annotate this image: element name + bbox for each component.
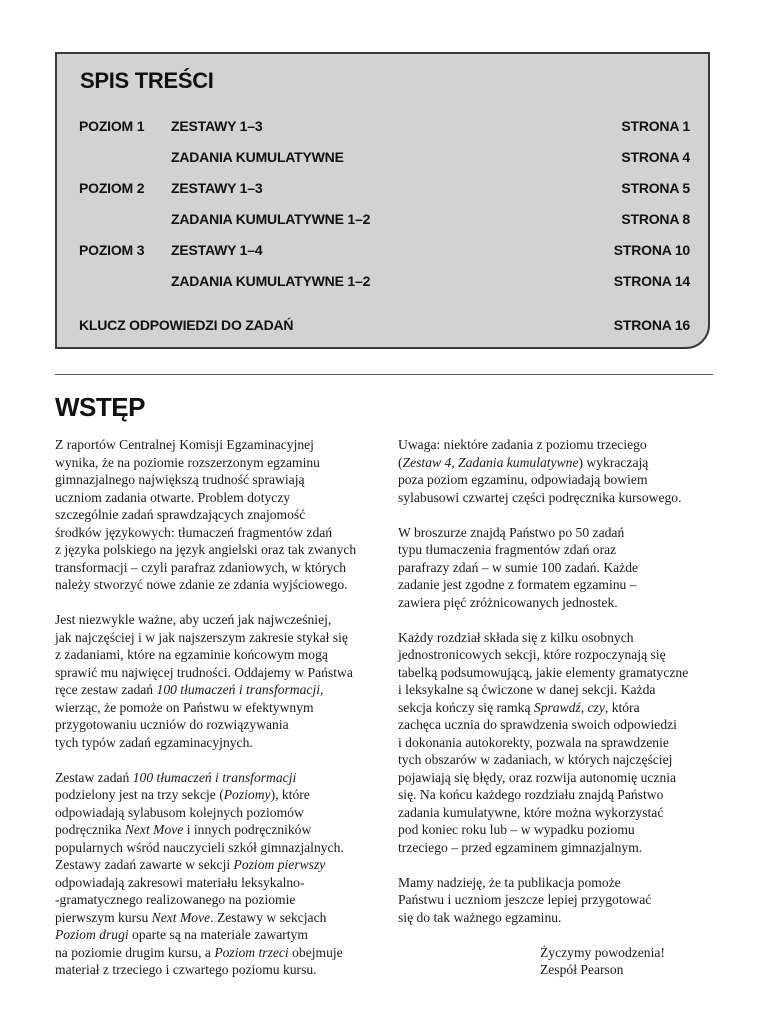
signature-line: Zespół Pearson [540, 962, 624, 977]
paragraph-line: wynika, że na poziomie rozszerzonym egzaminu [55, 454, 320, 470]
paragraph-line: Jest niezwykle ważne, aby uczeń jak najwcześniej, [55, 612, 332, 627]
toc-row-answer-key [79, 317, 690, 339]
paragraph-line: Poziom drugi oparte są na materiale zawartym [55, 927, 308, 942]
signature [540, 944, 718, 979]
paragraph-line: zadanie jest zgodne z formatem egzaminu – [398, 577, 637, 592]
paragraph-line: zadania kumulatywne, które można wykorzystać [398, 804, 664, 820]
paragraph-line: przygotowaniu uczniów do rozwiązywania [55, 717, 289, 732]
paragraph-line: z języka polskiego na język angielski oraz tak zwanych [55, 542, 357, 557]
toc-page: STRONA 8 [621, 211, 690, 227]
toc-page: STRONA 14 [613, 273, 690, 289]
paragraph-line: się do tak ważnego egzaminu. [398, 909, 562, 925]
toc-row [79, 211, 690, 233]
toc-section: ZESTAWY 1–3 [171, 180, 263, 196]
section-divider [55, 374, 713, 375]
paragraph-line: W broszurze znajdą Państwo po 50 zadań [398, 524, 625, 540]
paragraph-line: -gramatycznego realizowanego na poziomie [55, 892, 296, 907]
paragraph-line: należy stworzyć nowe zdanie ze zdania wyjściowego. [55, 577, 348, 592]
paragraph-line: i leksykalne są ćwiczone w danej sekcji. Każda [398, 682, 656, 697]
intro-paragraph [398, 524, 718, 612]
toc-page: STRONA 1 [621, 118, 690, 134]
paragraph-line: zachęca ucznia do sprawdzenia swoich odpowiedzi [398, 717, 677, 732]
toc-row [79, 273, 690, 295]
toc-page: STRONA 16 [613, 317, 690, 333]
paragraph-line: na poziomie drugim kursu, a Poziom trzeci obejmuje [55, 944, 343, 960]
toc-section: ZESTAWY 1–4 [171, 242, 263, 258]
intro-right-column [398, 436, 718, 979]
paragraph-line: odpowiadają sylabusom kolejnych poziomów [55, 804, 304, 820]
toc-row [79, 149, 690, 171]
intro-paragraph [55, 436, 375, 594]
paragraph-line: Państwu i uczniom jeszcze lepiej przygotować [398, 892, 652, 907]
toc-row [79, 118, 690, 140]
toc-row [79, 180, 690, 202]
paragraph-line: Zestawy zadań zawarte w sekcji Poziom pierwszy [55, 857, 326, 872]
paragraph-line: pod koniec roku lub – w wypadku poziomu [398, 822, 635, 837]
paragraph-line: wierząc, że pomoże on Państwu w efektywnym [55, 699, 314, 715]
paragraph-line: uczniom zadania otwarte. Problem dotyczy [55, 489, 291, 505]
paragraph-line: Uwaga: niektóre zadania z poziomu trzeciego [398, 437, 647, 452]
paragraph-line: Z raportów Centralnej Komisji Egzaminacyjnej [55, 437, 314, 452]
paragraph-line: gimnazjalnego największą trudność sprawiają [55, 472, 305, 487]
paragraph-line: sprawić mu najwięcej trudności. Oddajemy w Państwa [55, 664, 353, 680]
intro-left-column [55, 436, 375, 996]
paragraph-line: trzeciego – przed egzaminem gimnazjalnym. [398, 839, 643, 855]
paragraph-line: ręce zestaw zadań 100 tłumaczeń i transformacji, [55, 682, 324, 697]
paragraph-line: tych obszarów w zadaniach, w których najczęściej [398, 752, 673, 767]
paragraph-line: transformacji – czyli parafraz zdaniowych, w których [55, 559, 347, 575]
paragraph-line: zawiera pięć zróżnicowanych jednostek. [398, 594, 618, 610]
toc-title: SPIS TREŚCI [80, 68, 214, 93]
paragraph-line: tabelką podsumowującą, jakie elementy gramatyczne [398, 664, 689, 680]
paragraph-line: parafrazy zdań – w sumie 100 zadań. Każde [398, 559, 639, 575]
paragraph-line: sylabusowi czwartej części podręcznika kursowego. [398, 489, 682, 505]
toc-section: ZADANIA KUMULATYWNE 1–2 [171, 273, 371, 289]
toc-level: POZIOM 1 [79, 118, 145, 134]
toc-section: ZADANIA KUMULATYWNE 1–2 [171, 211, 371, 227]
paragraph-line: typu tłumaczenia fragmentów zdań oraz [398, 542, 617, 557]
toc-page: STRONA 5 [621, 180, 690, 196]
table-of-contents [55, 52, 710, 349]
paragraph-line: szczególnie zadań sprawdzających znajomość [55, 507, 306, 522]
paragraph-line: jak najczęściej i w jak najszerszym zakresie stykał się [55, 629, 348, 645]
paragraph-line: podręcznika Next Move i innych podręczników [55, 822, 312, 837]
paragraph-line: Każdy rozdział składa się z kilku osobnych [398, 629, 634, 645]
paragraph-line: odpowiadają zakresowi materiału leksykalno- [55, 874, 305, 890]
intro-heading: WSTĘP [55, 392, 145, 422]
paragraph-line: poza poziom egzaminu, odpowiadają bowiem [398, 472, 648, 487]
intro-paragraph [398, 436, 718, 506]
toc-level: POZIOM 2 [79, 180, 145, 196]
toc-section: ZESTAWY 1–3 [171, 118, 263, 134]
paragraph-line: materiał z trzeciego i czwartego poziomu kursu. [55, 962, 317, 977]
toc-section: ZADANIA KUMULATYWNE [171, 149, 344, 165]
toc-level: POZIOM 3 [79, 242, 145, 258]
paragraph-line: tych typów zadań egzaminacyjnych. [55, 734, 253, 750]
intro-paragraph [398, 629, 718, 857]
intro-paragraph [55, 769, 375, 979]
paragraph-line: (Zestaw 4, Zadania kumulatywne) wykraczają [398, 454, 649, 470]
paragraph-line: środków językowych: tłumaczeń fragmentów zdań [55, 524, 333, 540]
paragraph-line: popularnych wśród nauczycieli szkół gimnazjalnych. [55, 839, 344, 855]
paragraph-line: z zadaniami, które na egzaminie końcowym mogą [55, 647, 328, 662]
toc-answer-key-label: KLUCZ ODPOWIEDZI DO ZADAŃ [79, 317, 294, 333]
paragraph-line: się. Na końcu każdego rozdziału znajdą Państwo [398, 787, 664, 802]
toc-row [79, 242, 690, 264]
paragraph-line: Mamy nadzieję, że ta publikacja pomoże [398, 874, 621, 890]
paragraph-line: podzielony jest na trzy sekcje (Poziomy), które [55, 787, 310, 802]
paragraph-line: Zestaw zadań 100 tłumaczeń i transformacji [55, 769, 297, 785]
signature-line: Życzymy powodzenia! [540, 944, 665, 960]
paragraph-line: jednostronicowych sekcji, które rozpoczynają się [398, 647, 666, 662]
paragraph-line: i dokonania autokorekty, pozwala na sprawdzenie [398, 734, 669, 750]
intro-paragraph [55, 611, 375, 751]
paragraph-line: pojawiają się błędy, oraz rozwija autonomię ucznia [398, 769, 677, 785]
paragraph-line: sekcja kończy się ramką Sprawdź, czy, która [398, 699, 640, 715]
paragraph-line: pierwszym kursu Next Move. Zestawy w sekcjach [55, 909, 327, 925]
toc-page: STRONA 10 [613, 242, 690, 258]
intro-paragraph [398, 874, 718, 927]
toc-page: STRONA 4 [621, 149, 690, 165]
